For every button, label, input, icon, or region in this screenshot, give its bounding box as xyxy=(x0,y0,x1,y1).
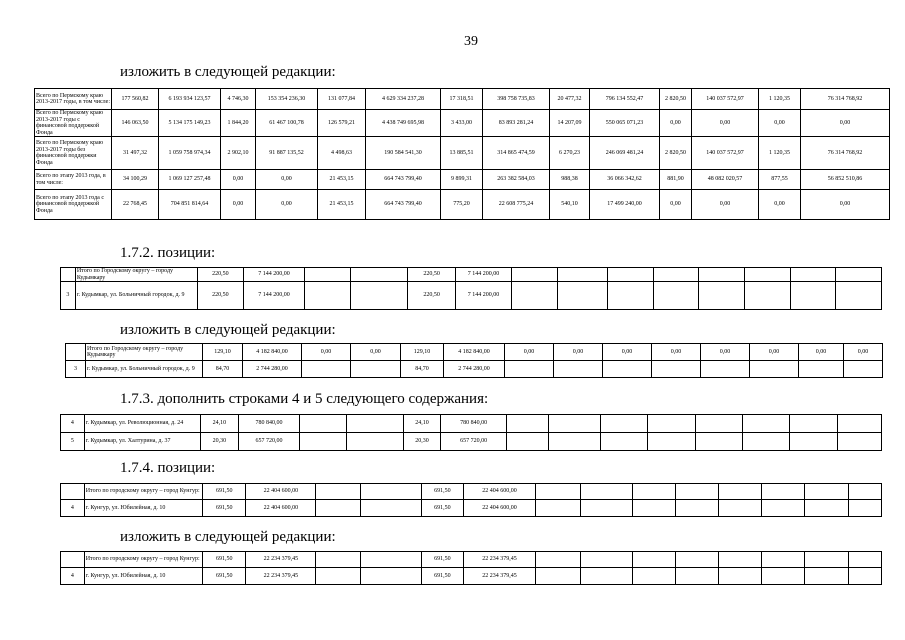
table-cell xyxy=(648,415,695,433)
table-row xyxy=(61,433,882,451)
row-label-cell: Всего по Пермскому краю 2013-2017 годы с финансовой поддержкой Фонда xyxy=(35,110,112,137)
table-cell: г. Кудымкар, ул. Больничный городок, д. 9 xyxy=(75,282,197,310)
table-cell: г. Кудымкар, ул. Больничный городок, д. 9 xyxy=(86,361,203,378)
table-cell: 780 840,00 xyxy=(441,415,507,433)
table-cell: 24,10 xyxy=(201,415,239,433)
table-cell xyxy=(300,415,346,433)
table-cell: 4 746,30 xyxy=(221,89,256,110)
table-cell xyxy=(607,268,653,282)
table-cell: 129,10 xyxy=(203,344,243,361)
table-cell: 6 270,23 xyxy=(550,137,590,170)
table-cell: 84,70 xyxy=(203,361,243,378)
table-cell xyxy=(603,361,652,378)
heading-section-1-7-4: 1.7.4. позиции: xyxy=(120,460,216,476)
table-cell: 22 404 600,00 xyxy=(246,484,316,500)
table-cell: 140 037 572,97 xyxy=(692,89,759,110)
table-cell xyxy=(346,433,403,451)
table-cell: 5 134 175 149,23 xyxy=(159,110,221,137)
table-cell xyxy=(549,415,601,433)
table-cell xyxy=(351,361,401,378)
added-rows-table xyxy=(60,414,882,451)
table-cell xyxy=(742,415,789,433)
table-cell xyxy=(536,484,581,500)
table-cell: 4 498,63 xyxy=(318,137,366,170)
kungur-positions-table xyxy=(60,483,882,517)
table-row xyxy=(35,190,890,220)
table-cell: 76 314 768,92 xyxy=(801,89,890,110)
table-cell: г. Кунгур, ул. Юбилейная, д. 10 xyxy=(84,500,203,517)
table-cell xyxy=(744,282,790,310)
table-row xyxy=(66,344,883,361)
table-row xyxy=(61,415,882,433)
table-cell xyxy=(836,282,882,310)
table-cell xyxy=(536,552,581,568)
table-cell: 664 743 799,40 xyxy=(366,190,441,220)
table-cell: Итого по Городскому округу – городу Кудымкару xyxy=(75,268,197,282)
table-cell: 4 629 334 237,28 xyxy=(366,89,441,110)
table-cell xyxy=(699,268,745,282)
table-cell: 263 382 584,03 xyxy=(483,170,550,190)
table-cell: 61 467 100,78 xyxy=(256,110,318,137)
table-cell xyxy=(316,500,360,517)
table-row xyxy=(61,500,882,517)
table-cell xyxy=(762,484,805,500)
table-cell: 0,00 xyxy=(351,344,401,361)
table-cell: 22 768,45 xyxy=(112,190,159,220)
table-cell xyxy=(66,344,86,361)
table-cell xyxy=(633,552,676,568)
table-cell: 0,00 xyxy=(221,190,256,220)
table-cell: 31 497,32 xyxy=(112,137,159,170)
table-cell xyxy=(300,433,346,451)
table-cell xyxy=(848,500,881,517)
table-cell: 22 404 600,00 xyxy=(463,500,535,517)
table-cell: 13 885,51 xyxy=(441,137,483,170)
table-cell: 1 120,35 xyxy=(759,137,801,170)
table-cell: 20,30 xyxy=(403,433,441,451)
table-cell xyxy=(744,268,790,282)
table-cell: 881,90 xyxy=(660,170,692,190)
table-cell: 220,50 xyxy=(408,282,456,310)
table-row xyxy=(61,282,882,310)
table-cell xyxy=(790,415,837,433)
table-cell xyxy=(805,552,848,568)
table-cell xyxy=(557,282,607,310)
table-cell: 540,10 xyxy=(550,190,590,220)
table-cell: 48 082 020,57 xyxy=(692,170,759,190)
table-cell: 2 744 280,00 xyxy=(243,361,302,378)
heading-new-edition-3: изложить в следующей редакции: xyxy=(120,529,336,545)
table-cell xyxy=(799,361,844,378)
table-cell xyxy=(805,484,848,500)
row-label-cell: Всего по Пермскому краю 2013-2017 годы без финансовой поддержки Фонда xyxy=(35,137,112,170)
table-cell xyxy=(536,500,581,517)
table-cell: 20 477,32 xyxy=(550,89,590,110)
table-row xyxy=(35,137,890,170)
table-cell: 153 354 236,30 xyxy=(256,89,318,110)
table-cell: 0,00 xyxy=(759,190,801,220)
table-cell xyxy=(648,433,695,451)
table-cell: 0,00 xyxy=(701,344,750,361)
table-cell: 190 584 541,30 xyxy=(366,137,441,170)
table-cell xyxy=(600,433,647,451)
table-cell xyxy=(316,484,360,500)
table-cell xyxy=(316,568,360,585)
table-cell xyxy=(837,415,881,433)
table-cell: 0,00 xyxy=(221,170,256,190)
kudymkar-positions-table xyxy=(60,267,882,310)
table-cell: 0,00 xyxy=(692,190,759,220)
table-cell: 7 144 200,00 xyxy=(456,268,512,282)
table-cell: 22 608 775,24 xyxy=(483,190,550,220)
table-cell: 0,00 xyxy=(799,344,844,361)
row-label-cell: Всего по Пермскому краю 2013-2017 годы, в том числе: xyxy=(35,89,112,110)
kudymkar-new-edition-table xyxy=(65,343,883,378)
table-cell: 220,50 xyxy=(198,282,244,310)
table-cell xyxy=(536,568,581,585)
table-cell xyxy=(554,361,603,378)
table-row xyxy=(61,568,882,585)
table-cell: 0,00 xyxy=(660,190,692,220)
table-cell: 3 xyxy=(66,361,86,378)
table-cell: 7 144 200,00 xyxy=(243,282,305,310)
table-cell xyxy=(633,484,676,500)
table-cell: 657 720,00 xyxy=(441,433,507,451)
table-cell: 691,50 xyxy=(203,484,246,500)
table-cell: 988,38 xyxy=(550,170,590,190)
table-cell: 2 820,50 xyxy=(660,137,692,170)
table-cell xyxy=(653,268,699,282)
table-row xyxy=(35,110,890,137)
table-cell xyxy=(607,282,653,310)
table-cell: 126 579,21 xyxy=(318,110,366,137)
table-cell xyxy=(581,484,633,500)
row-label-cell: Всего по этапу 2013 года с финансовой поддержкой Фонда xyxy=(35,190,112,220)
table-cell: 83 893 281,24 xyxy=(483,110,550,137)
table-cell: 14 207,09 xyxy=(550,110,590,137)
row-label-cell: Всего по этапу 2013 года, в том числе: xyxy=(35,170,112,190)
table-cell: 22 404 600,00 xyxy=(246,500,316,517)
table-cell: 21 453,15 xyxy=(318,190,366,220)
table-cell xyxy=(61,268,76,282)
table-cell xyxy=(633,500,676,517)
table-cell: 0,00 xyxy=(302,344,351,361)
table-cell xyxy=(676,568,719,585)
table-cell xyxy=(316,552,360,568)
table-cell: 9 899,31 xyxy=(441,170,483,190)
table-cell: 3 xyxy=(61,282,76,310)
table-cell xyxy=(762,552,805,568)
table-cell: 1 059 758 974,34 xyxy=(159,137,221,170)
table-cell xyxy=(805,500,848,517)
page-number: 39 xyxy=(464,34,478,49)
table-cell xyxy=(719,552,762,568)
table-cell: 550 065 071,23 xyxy=(590,110,660,137)
heading-section-1-7-3: 1.7.3. дополнить строками 4 и 5 следующего содержания: xyxy=(120,391,489,407)
table-cell: 1 069 127 257,48 xyxy=(159,170,221,190)
table-cell xyxy=(633,568,676,585)
table-cell: 17 318,51 xyxy=(441,89,483,110)
table-cell: 0,00 xyxy=(759,110,801,137)
table-cell xyxy=(653,282,699,310)
table-cell: 0,00 xyxy=(750,344,799,361)
table-cell xyxy=(351,282,408,310)
table-cell: 3 433,00 xyxy=(441,110,483,137)
table-cell xyxy=(305,268,351,282)
table-cell: 177 560,82 xyxy=(112,89,159,110)
table-row xyxy=(61,484,882,500)
table-row xyxy=(61,268,882,282)
table-cell: 0,00 xyxy=(603,344,652,361)
table-cell xyxy=(790,433,837,451)
table-cell: 691,50 xyxy=(421,568,463,585)
table-row xyxy=(35,89,890,110)
table-cell: 140 037 572,97 xyxy=(692,137,759,170)
table-cell: 7 144 200,00 xyxy=(456,282,512,310)
table-cell xyxy=(346,415,403,433)
table-cell xyxy=(676,484,719,500)
table-cell xyxy=(848,552,881,568)
table-cell xyxy=(790,268,836,282)
heading-new-edition-2: изложить в следующей редакции: xyxy=(120,322,336,338)
table-cell: г. Кудымкар, ул. Революционная, д. 24 xyxy=(84,415,200,433)
table-cell: 4 xyxy=(61,568,85,585)
table-cell: 2 820,50 xyxy=(660,89,692,110)
table-cell: 691,50 xyxy=(203,568,246,585)
table-cell: 796 134 552,47 xyxy=(590,89,660,110)
table-cell xyxy=(505,361,554,378)
table-cell xyxy=(695,415,742,433)
table-cell xyxy=(701,361,750,378)
table-cell: 91 887 135,52 xyxy=(256,137,318,170)
table-cell xyxy=(360,568,421,585)
table-cell: 691,50 xyxy=(421,552,463,568)
heading-new-edition-1: изложить в следующей редакции: xyxy=(120,64,336,80)
table-cell: 84,70 xyxy=(401,361,444,378)
table-cell: Итого по городскому округу – город Кунгур: xyxy=(84,484,203,500)
table-row xyxy=(66,361,883,378)
table-cell: 1 844,20 xyxy=(221,110,256,137)
table-cell: 691,50 xyxy=(203,500,246,517)
table-cell xyxy=(790,282,836,310)
table-cell: 246 069 481,24 xyxy=(590,137,660,170)
table-cell xyxy=(302,361,351,378)
table-cell: Итого по городскому округу – город Кунгур: xyxy=(84,552,203,568)
table-cell: 877,55 xyxy=(759,170,801,190)
table-cell: 7 144 200,00 xyxy=(243,268,305,282)
table-cell xyxy=(848,568,881,585)
table-cell xyxy=(581,500,633,517)
table-cell xyxy=(61,484,85,500)
table-cell xyxy=(836,268,882,282)
table-cell xyxy=(719,500,762,517)
table-cell: 22 234 379,45 xyxy=(246,552,316,568)
table-cell xyxy=(762,500,805,517)
table-cell: 664 743 799,40 xyxy=(366,170,441,190)
table-cell xyxy=(581,568,633,585)
table-cell xyxy=(844,361,883,378)
table-cell: 0,00 xyxy=(256,170,318,190)
table-cell: 20,30 xyxy=(201,433,239,451)
table-cell: 17 499 240,00 xyxy=(590,190,660,220)
table-cell xyxy=(507,415,549,433)
table-cell xyxy=(837,433,881,451)
table-cell: 0,00 xyxy=(692,110,759,137)
table-cell: 0,00 xyxy=(844,344,883,361)
table-cell: 220,50 xyxy=(198,268,244,282)
table-cell: 22 234 379,45 xyxy=(463,568,535,585)
table-cell: г. Кудымкар, ул. Халтурина, д. 37 xyxy=(84,433,200,451)
table-cell: 0,00 xyxy=(554,344,603,361)
table-cell: 0,00 xyxy=(801,190,890,220)
table-cell xyxy=(549,433,601,451)
table-cell xyxy=(762,568,805,585)
table-cell: 691,50 xyxy=(421,500,463,517)
table-cell: 2 744 280,00 xyxy=(444,361,505,378)
table-cell xyxy=(305,282,351,310)
table-cell xyxy=(652,361,701,378)
table-cell: 129,10 xyxy=(401,344,444,361)
kungur-new-edition-table xyxy=(60,551,882,585)
table-cell: 691,50 xyxy=(203,552,246,568)
table-cell: 56 852 510,86 xyxy=(801,170,890,190)
table-cell: 220,50 xyxy=(408,268,456,282)
table-cell: 691,50 xyxy=(421,484,463,500)
totals-table xyxy=(34,88,890,220)
table-cell xyxy=(750,361,799,378)
table-cell xyxy=(695,433,742,451)
table-cell: 704 851 814,64 xyxy=(159,190,221,220)
table-cell: 4 438 749 695,98 xyxy=(366,110,441,137)
table-cell xyxy=(557,268,607,282)
table-cell: 0,00 xyxy=(660,110,692,137)
table-cell xyxy=(742,433,789,451)
table-cell xyxy=(848,484,881,500)
table-cell: 775,20 xyxy=(441,190,483,220)
table-cell: 76 314 768,92 xyxy=(801,137,890,170)
table-cell xyxy=(805,568,848,585)
table-cell: 0,00 xyxy=(801,110,890,137)
table-cell: 1 120,35 xyxy=(759,89,801,110)
table-cell: 146 063,50 xyxy=(112,110,159,137)
table-row xyxy=(35,170,890,190)
table-cell: 4 182 840,00 xyxy=(243,344,302,361)
table-cell: 0,00 xyxy=(256,190,318,220)
table-cell xyxy=(351,268,408,282)
table-cell: 5 xyxy=(61,433,85,451)
table-cell xyxy=(719,484,762,500)
table-cell: 2 902,10 xyxy=(221,137,256,170)
table-cell: 0,00 xyxy=(652,344,701,361)
table-cell xyxy=(511,282,557,310)
table-cell: 6 193 934 123,57 xyxy=(159,89,221,110)
table-cell xyxy=(676,500,719,517)
heading-section-1-7-2: 1.7.2. позиции: xyxy=(120,245,216,261)
table-cell: 0,00 xyxy=(505,344,554,361)
table-cell: 22 234 379,45 xyxy=(463,552,535,568)
table-cell: Итого по Городскому округу – городу Кудымкару xyxy=(86,344,203,361)
table-cell: г. Кунгур, ул. Юбилейная, д. 10 xyxy=(84,568,203,585)
table-cell xyxy=(719,568,762,585)
table-cell xyxy=(507,433,549,451)
table-row xyxy=(61,552,882,568)
table-cell: 22 404 600,00 xyxy=(463,484,535,500)
table-cell: 22 234 379,45 xyxy=(246,568,316,585)
table-cell xyxy=(676,552,719,568)
table-cell: 131 077,84 xyxy=(318,89,366,110)
table-cell: 36 066 342,62 xyxy=(590,170,660,190)
table-cell: 657 720,00 xyxy=(238,433,299,451)
table-cell: 398 758 735,83 xyxy=(483,89,550,110)
table-cell: 21 453,15 xyxy=(318,170,366,190)
table-cell: 4 xyxy=(61,415,85,433)
table-cell: 34 100,29 xyxy=(112,170,159,190)
table-cell: 24,10 xyxy=(403,415,441,433)
table-cell: 4 xyxy=(61,500,85,517)
table-cell xyxy=(581,552,633,568)
table-cell xyxy=(360,552,421,568)
table-cell xyxy=(360,484,421,500)
table-cell xyxy=(360,500,421,517)
table-cell xyxy=(600,415,647,433)
table-cell: 780 840,00 xyxy=(238,415,299,433)
table-cell: 314 865 474,59 xyxy=(483,137,550,170)
table-cell xyxy=(511,268,557,282)
table-cell: 4 182 840,00 xyxy=(444,344,505,361)
table-cell xyxy=(699,282,745,310)
table-cell xyxy=(61,552,85,568)
